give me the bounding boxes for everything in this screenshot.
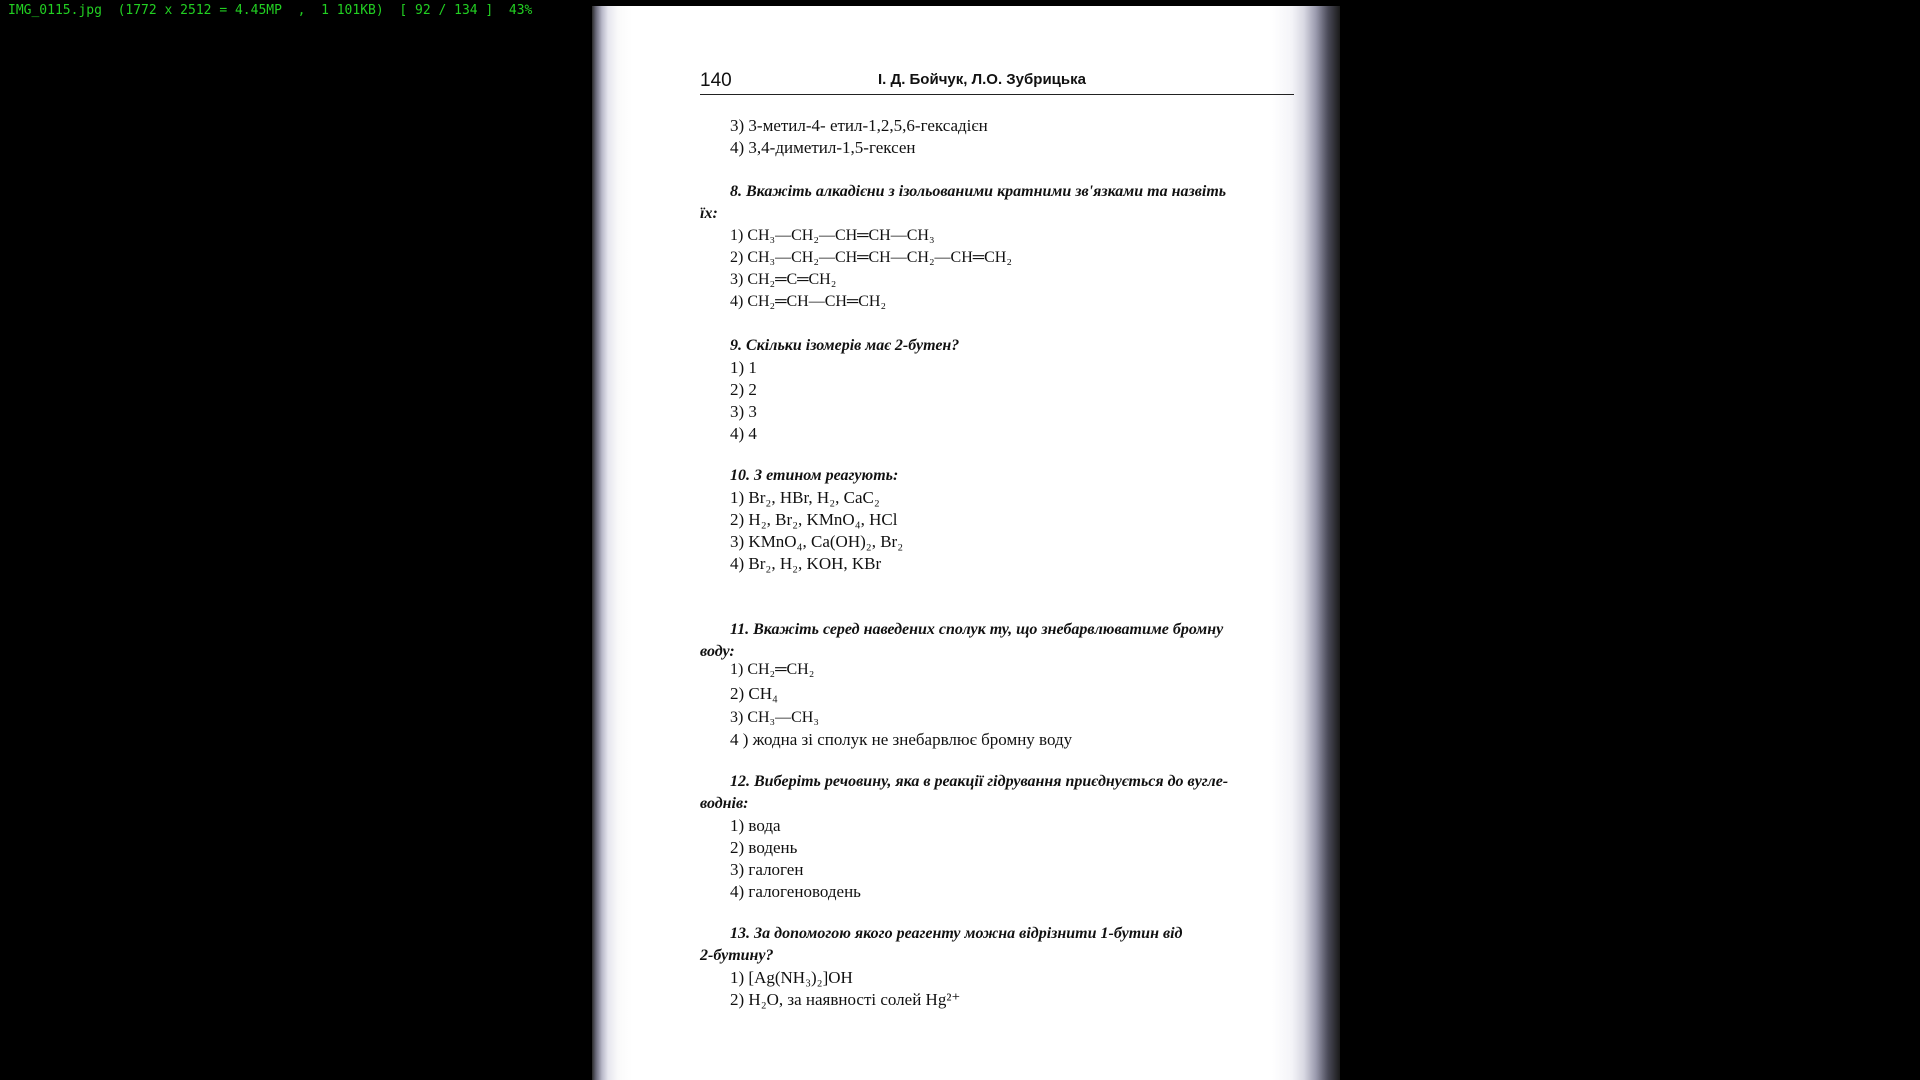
question-8: 8. Вкажіть алкадієни з ізольованими кратними зв'язками та назвіть	[730, 183, 1227, 200]
q7-option-3: 3) 3-метил-4- етил-1,2,5,6-гексадієн	[730, 116, 988, 135]
q12-option-1: 1) вода	[730, 816, 781, 835]
question-12-cont: воднів:	[700, 795, 749, 812]
q13-option-2: 2) H₂O, за наявності солей Hg²⁺	[730, 990, 961, 1009]
q9-option-2: 2) 2	[730, 380, 757, 399]
q8-option-3: 3) CH₂═C═CH₂	[730, 271, 837, 288]
q12-option-2: 2) водень	[730, 838, 798, 857]
q10-option-2: 2) H₂, Br₂, KMnO₄, HCl	[730, 510, 898, 529]
question-12: 12. Виберіть речовину, яка в реакції гідрування приєднується до вугле-	[730, 773, 1229, 790]
q12-option-3: 3) галоген	[730, 860, 804, 879]
q9-option-4: 4) 4	[730, 424, 757, 443]
question-8-cont: їх:	[700, 205, 718, 222]
question-10: 10. З етином реагують:	[730, 467, 899, 484]
q10-option-1: 1) Br₂, HBr, H₂, CaC₂	[730, 488, 880, 507]
q8-option-1: 1) CH₃—CH₂—CH═CH—CH₃	[730, 227, 935, 244]
viewer-status-bar: IMG_0115.jpg (1772 x 2512 = 4.45MP , 1 101KB) [ 92 / 134 ] 43%	[8, 3, 533, 18]
q9-option-1: 1) 1	[730, 358, 757, 377]
q8-option-2: 2) CH₃—CH₂—CH═CH—CH₂—CH═CH₂	[730, 249, 1012, 266]
q7-option-4: 4) 3,4-диметил-1,5-гексен	[730, 138, 916, 157]
running-head: І. Д. Бойчук, Л.О. Зубрицька	[878, 71, 1086, 88]
q9-option-3: 3) 3	[730, 402, 757, 421]
q10-option-4: 4) Br₂, H₂, KOH, KBr	[730, 554, 882, 573]
question-13: 13. За допомогою якого реагенту можна відрізнити 1-бутин від	[730, 925, 1183, 942]
q11-option-3: 3) CH₃—CH₃	[730, 709, 819, 726]
q13-option-1: 1) [Ag(NH₃)₂]OH	[730, 968, 853, 987]
question-9: 9. Скільки ізомерів має 2-бутен?	[730, 337, 960, 354]
question-13-cont: 2-бутину?	[700, 947, 774, 964]
page-header	[700, 70, 1294, 95]
question-11-cont: воду:	[700, 643, 735, 660]
q11-option-4: 4 ) жодна зі сполук не знебарвлює бромну воду	[730, 730, 1073, 749]
q10-option-3: 3) KMnO₄, Ca(OH)₂, Br₂	[730, 532, 904, 551]
q11-option-2: 2) CH₄	[730, 684, 778, 703]
q8-option-4: 4) CH₂═CH—CH═CH₂	[730, 293, 887, 310]
q12-option-4: 4) галогеноводень	[730, 882, 861, 901]
book-page	[700, 0, 1300, 1080]
page-number: 140	[700, 70, 732, 91]
q11-option-1: 1) CH₂═CH₂	[730, 661, 815, 678]
question-11: 11. Вкажіть серед наведених сполук ту, що знебарвлюватиме бромну	[730, 621, 1224, 638]
